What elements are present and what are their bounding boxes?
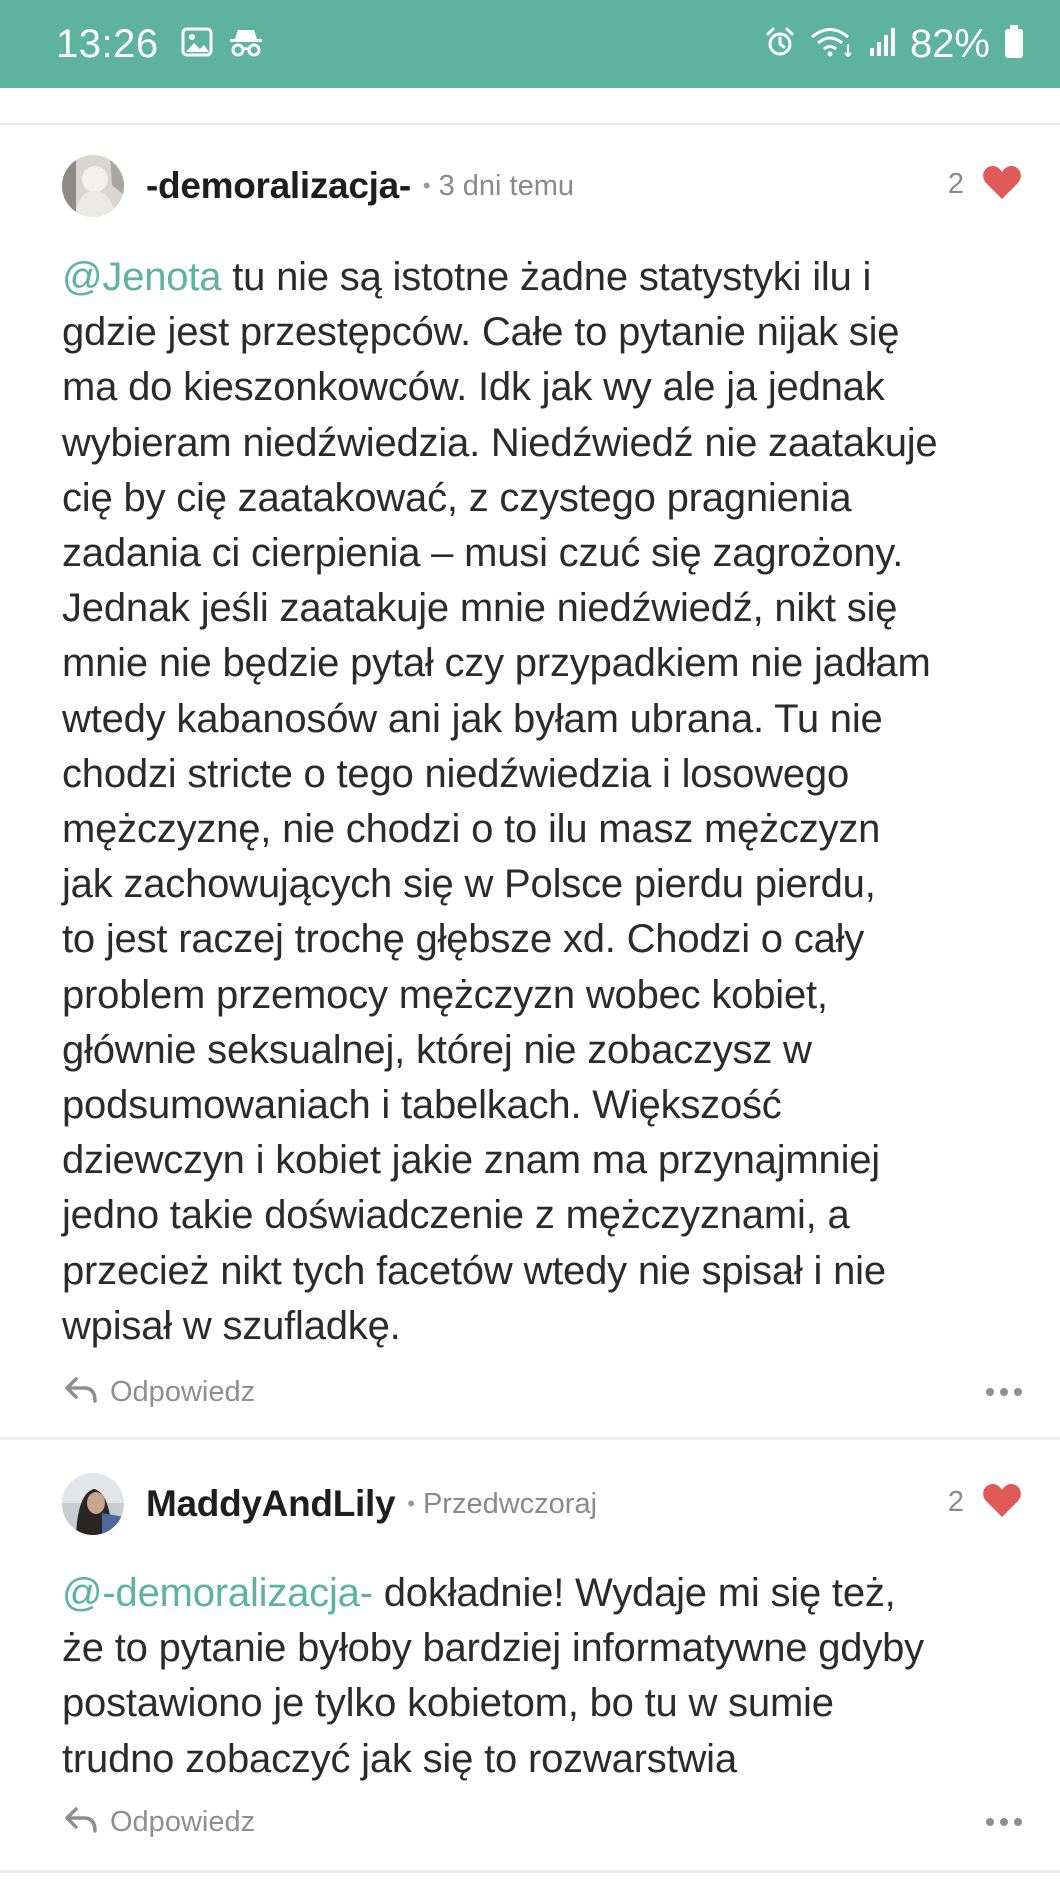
- like-button[interactable]: [948, 164, 1022, 205]
- like-button[interactable]: [948, 1482, 1022, 1523]
- more-dot: [1014, 1388, 1022, 1396]
- mention-link[interactable]: @Jenota: [62, 255, 222, 299]
- status-time: 13:26: [56, 21, 159, 66]
- status-bar: [0, 0, 1060, 88]
- heart-icon[interactable]: [982, 164, 1022, 205]
- separator-dot: •: [407, 1491, 415, 1516]
- alarm-icon: [764, 26, 796, 63]
- author-name[interactable]: -demoralizacja-: [146, 165, 411, 206]
- avatar[interactable]: [62, 1473, 124, 1535]
- more-dot: [1014, 1818, 1022, 1826]
- comment-time: Przedwczoraj: [422, 1487, 598, 1520]
- incognito-icon: [227, 26, 265, 63]
- comment-text-body: tu nie są istotne żadne statystyki ilu i gdzie jest przestępców. Całe to pytanie nijak się ma do kieszonkowców. Idk jak wy ale ja jednak wybieram niedźwiedzia. Niedźwiedź nie zaatakuje cię by cię zaatakować, z czystego pragnienia zadania ci cierpienia – musi czuć się zagrożony. Jednak jeśli zaatakuje mnie niedźwiedź, nikt się mnie nie będzie pytał czy przypadkiem nie jadłam wtedy kabanosów ani jak byłam ubrana. Tu nie chodzi stricte o tego niedźwiedzia i losowego mężczyznę, nie chodzi o to ilu masz mężczyzn jak zachowujących się w Polsce pierdu pierdu, to jest raczej trochę głębsze xd. Chodzi o cały problem przemocy mężczyzn wobec kobiet, głównie seksualnej, której nie zobaczysz w podsumowaniach i tabelkach. Większość dziewczyn i kobiet jakie znam ma przynajmniej jedno takie doświadczenie z mężczyznami, a przecież nikt tych facetów wtedy nie spisał i nie wpisał w szufladkę.: [62, 255, 938, 1348]
- more-options-button[interactable]: [986, 1384, 1022, 1400]
- reply-button[interactable]: [64, 1806, 255, 1839]
- wifi-icon: [810, 26, 854, 63]
- signal-icon: [868, 26, 896, 63]
- heart-icon[interactable]: [982, 1482, 1022, 1523]
- battery-icon: [1004, 25, 1024, 64]
- comment-actions: [64, 1797, 1022, 1847]
- comment-header: [62, 154, 1022, 218]
- comment-divider: [0, 1437, 1060, 1440]
- comment-text-body: dokładnie! Wydaje mi się też, że to pytanie byłoby bardziej informatywne gdyby postawiono je tylko kobietom, bo tu w sumie trudno zobaczyć jak się to rozwarstwia: [62, 1571, 924, 1781]
- comment-actions: [64, 1367, 1022, 1417]
- comment-text: [62, 1566, 1042, 1787]
- more-dot: [1000, 1818, 1008, 1826]
- like-count: 2: [947, 168, 964, 200]
- more-dot: [1000, 1388, 1008, 1396]
- reply-button[interactable]: [64, 1376, 255, 1409]
- comment-divider: [0, 1870, 1060, 1873]
- reply-label: Odpowiedz: [110, 1375, 256, 1408]
- like-count: 2: [947, 1486, 964, 1518]
- reply-icon: [64, 1806, 98, 1839]
- battery-percent: 82%: [909, 21, 990, 66]
- top-divider: [0, 123, 1060, 125]
- more-dot: [986, 1388, 994, 1396]
- comment-time: 3 dni temu: [438, 169, 574, 202]
- author-name[interactable]: MaddyAndLily: [146, 1483, 396, 1524]
- more-dot: [986, 1818, 994, 1826]
- separator-dot: •: [422, 173, 431, 198]
- gallery-icon: [181, 26, 213, 63]
- reply-icon: [64, 1376, 98, 1409]
- mention-link[interactable]: @-demoralizacja-: [62, 1571, 373, 1615]
- comment-header: [62, 1472, 1022, 1536]
- comment-text: [62, 250, 1042, 1354]
- more-options-button[interactable]: [986, 1814, 1022, 1830]
- avatar[interactable]: [62, 155, 124, 217]
- reply-label: Odpowiedz: [110, 1805, 256, 1838]
